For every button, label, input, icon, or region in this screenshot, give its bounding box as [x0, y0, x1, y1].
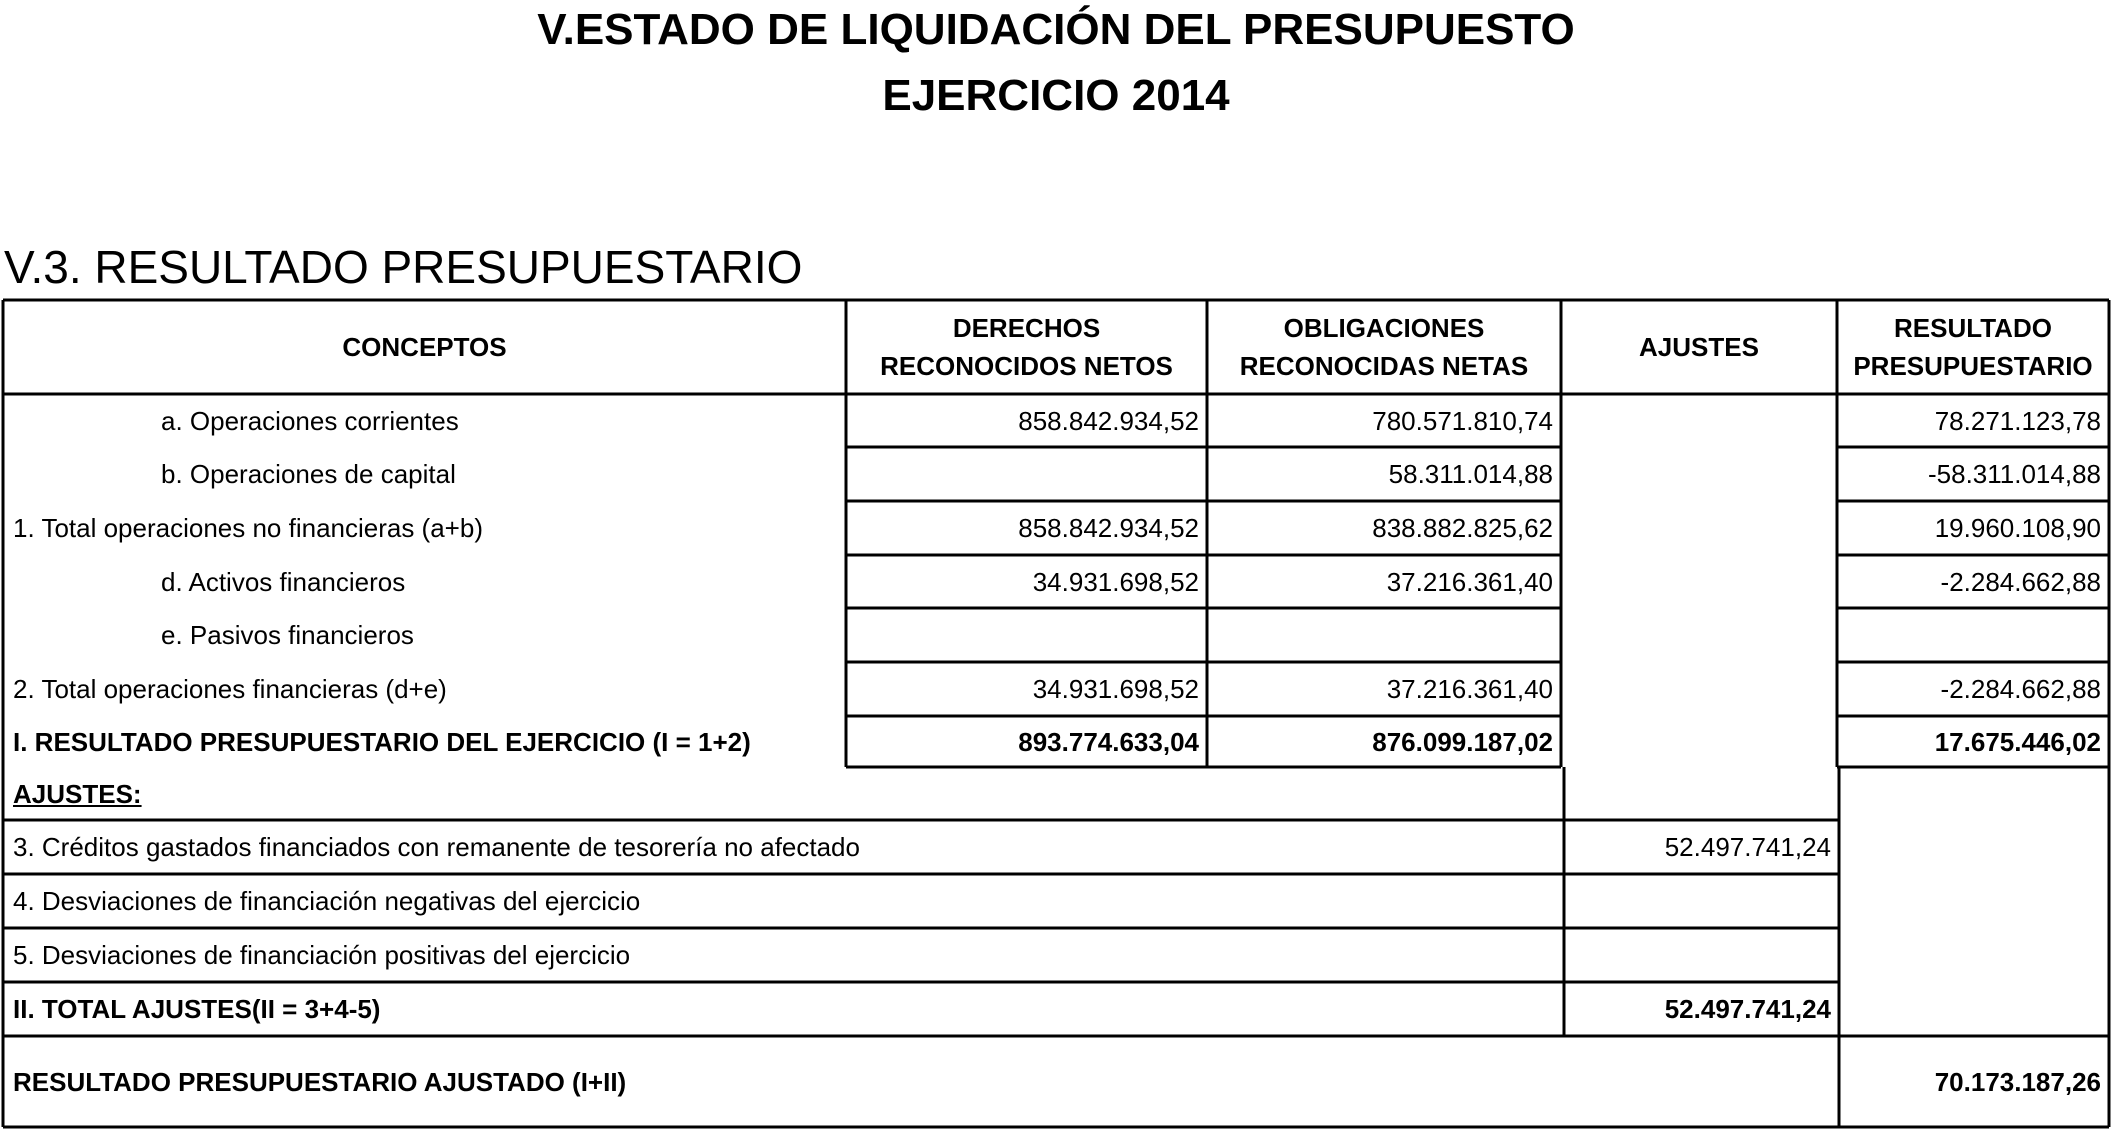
row-concepto: 2. Total operaciones financieras (d+e): [13, 674, 447, 704]
ajuste-total-valor: 52.497.741,24: [1664, 994, 1831, 1024]
row-derechos: 858.842.934,52: [1018, 513, 1199, 543]
ajuste-valor: 52.497.741,24: [1664, 832, 1831, 862]
row-concepto: e. Pasivos financieros: [161, 620, 414, 650]
header-obligaciones: OBLIGACIONES RECONOCIDAS NETAS: [1239, 313, 1529, 381]
row-resultado: 19.960.108,90: [1934, 513, 2101, 543]
ajustes-label: AJUSTES:: [13, 778, 142, 809]
ajuste-concepto: 5. Desviaciones de financiación positivas del ejercicio: [13, 940, 631, 970]
row-obligaciones: [1207, 608, 1561, 662]
header-conceptos: CONCEPTOS: [342, 332, 507, 362]
document-title: V.ESTADO DE LIQUIDACIÓN DEL PRESUPUESTO: [537, 5, 1575, 54]
row-concepto: b. Operaciones de capital: [161, 459, 456, 489]
row-concepto: a. Operaciones corrientes: [161, 405, 459, 436]
header-derechos: DERECHOS RECONOCIDOS NETOS: [880, 313, 1173, 381]
row-resultado: -58.311.014,88: [1928, 459, 2101, 489]
ajuste-valor: [1564, 874, 1839, 928]
document-subtitle: EJERCICIO 2014: [882, 71, 1230, 120]
ajuste-valor: [1564, 928, 1839, 982]
row-derechos: [846, 608, 1207, 662]
row-derechos: 34.931.698,52: [1032, 674, 1199, 704]
ajuste-concepto: 4. Desviaciones de financiación negativas del ejercicio: [13, 886, 641, 916]
row-resultado: -2.284.662,88: [1940, 566, 2101, 597]
row-derechos: 34.931.698,52: [1032, 566, 1199, 597]
row-derechos: [846, 447, 1207, 501]
row-concepto: d. Activos financieros: [161, 566, 406, 597]
row-resultado: 78.271.123,78: [1934, 405, 2101, 436]
resultado-ajustado-valor: 70.173.187,26: [1934, 1066, 2101, 1097]
row-resultado: [1837, 608, 2109, 662]
header-resultado: RESULTADO PRESUPUESTARIO: [1853, 313, 2093, 381]
row-derechos: 858.842.934,52: [1018, 405, 1199, 436]
row-resultado: -2.284.662,88: [1940, 674, 2101, 704]
section-title: V.3. RESULTADO PRESUPUESTARIO: [4, 241, 803, 293]
row-obligaciones: 37.216.361,40: [1386, 674, 1553, 704]
row-concepto-total: I. RESULTADO PRESUPUESTARIO DEL EJERCICIO (I = 1+2): [13, 726, 751, 757]
ajuste-total-concepto: II. TOTAL AJUSTES(II = 3+4-5): [13, 994, 381, 1024]
row-obligaciones-total: 876.099.187,02: [1372, 726, 1553, 757]
row-resultado-total: 17.675.446,02: [1934, 726, 2101, 757]
row-obligaciones: 58.311.014,88: [1388, 459, 1553, 489]
row-obligaciones: 37.216.361,40: [1386, 566, 1553, 597]
ajuste-concepto: 3. Créditos gastados financiados con remanente de tesorería no afectado: [13, 832, 860, 862]
resultado-ajustado-label: RESULTADO PRESUPUESTARIO AJUSTADO (I+II): [13, 1066, 627, 1097]
row-concepto: 1. Total operaciones no financieras (a+b): [13, 513, 483, 543]
header-ajustes: AJUSTES: [1639, 332, 1759, 362]
row-derechos-total: 893.774.633,04: [1018, 726, 1199, 757]
row-obligaciones: 838.882.825,62: [1372, 513, 1553, 543]
row-obligaciones: 780.571.810,74: [1372, 405, 1553, 436]
